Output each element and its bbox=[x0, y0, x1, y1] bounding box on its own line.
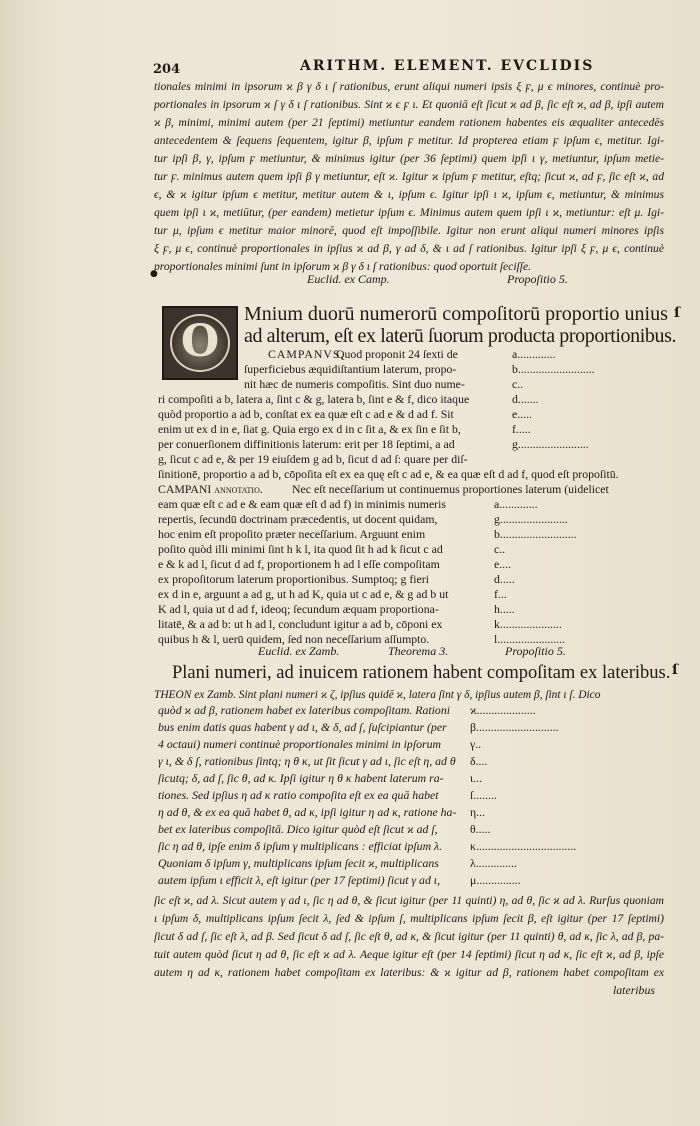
campanus-line: enim ut ex d in e, ſiat g. Quia ergo ex d in c ſit a, & ex ſin e ſit b, bbox=[158, 422, 461, 436]
annotation-line: ex propoſitorum laterum proportionibus. Sumptoq; g fieri bbox=[158, 572, 429, 586]
campanus-line: quòd proportio a ad b, conſtat ex ea quæ eſt c ad e & d ad f. Sit bbox=[158, 407, 454, 421]
annotation-line: hoc enim eſt propoſito præter neceſſarium. Arguunt enim bbox=[158, 527, 426, 541]
theon-line: η ad θ, & ex ea quā habet θ, ad κ, ipſi igitur η ad κ, ratione ha- bbox=[158, 805, 457, 819]
annotation-line: Nec eſt neceſſarium ut continuemus proportiones laterum (uidelicet bbox=[292, 482, 609, 496]
theon-line: ſic η ad θ, ipſe enim δ ipſum γ multiplicans : efficiat ipſum λ. bbox=[158, 839, 443, 853]
theon-line: γ ι, & δ ſ, rationibus ſintq; η θ κ, ut ſit ſicut γ ad ι, ſic eſt η, ad θ bbox=[158, 754, 456, 768]
diagram-line: a............. bbox=[494, 497, 538, 511]
campanus-line: ſinitionē, proportio a ad b, cōpoſita eſt ex ea quę eſt c ad e, & ea quæ eſt d ad f, quod eſt propoſitū. bbox=[158, 467, 619, 481]
text-line: tur μ, ipſum ϵ metitur maior minorē, quod eſt impoſſibile. Igitur non erunt aliqui numeri minores ipſis bbox=[154, 224, 664, 237]
theon-line: quòd ϰ ad β, rationem habet ex lateribus compoſitam. Rationi bbox=[158, 703, 450, 717]
text-line: tur ipſi β, γ, ipſum ϝ metiuntur, & minimus igitur (per 36 ſeptimi) quem ipſi ι γ, metiuntur, ipſum metie- bbox=[154, 152, 664, 165]
theon-tail-line: ſic eſt ϰ, ad λ. Sicut autem γ ad ι, ſic η ad θ, & ſicut igitur (per 11 quinti) η, ad θ, ſic ϰ ad λ. Rurſus quoniam bbox=[154, 894, 664, 907]
annotation-line: eam quæ eſt c ad e & eam quæ eſt d ad f) in minimis numeris bbox=[158, 497, 446, 511]
decorated-initial bbox=[162, 306, 238, 380]
diagram-line: c.. bbox=[512, 377, 524, 391]
diagram-line: β............................ bbox=[470, 720, 559, 734]
diagram-line: g........................ bbox=[512, 437, 589, 451]
plani-heading: Plani numeri, ad inuicem rationem habent compoſitam ex lateribus. bbox=[172, 663, 671, 683]
catchword: lateribus bbox=[613, 983, 655, 997]
theon-tail-line: ſicut δ ad ſ, ſic eſt λ, ad β. Sed ſicut δ ad ſ, ſic eſt θ, ad κ, & ſicut igitur (per 11 quinti) θ, ad κ, ſic λ, ad β, pa- bbox=[154, 930, 664, 943]
theon-tail-line: tuit autem quòd ſicut η ad θ, ſic eſt ϰ ad λ. Aeque igitur eſt (per 14 ſeptimi) ſicut η ad κ, ſic eſt ϰ, ad β, ipſe bbox=[154, 948, 664, 961]
diagram-line: f..... bbox=[512, 422, 531, 436]
diagram-line: θ..... bbox=[470, 822, 491, 836]
diagram-line: κ.................................. bbox=[470, 839, 577, 853]
theon-line: autem ipſum ι efficit λ, eſt igitur (per 17 ſeptimi) ſicut γ ad ι, bbox=[158, 873, 441, 887]
theon-tail-line: ι ipſum δ, multiplicans ipſum ſecit λ, ſed & ipſum ſ, multiplicans ipſum ſecit β, eſt igitur (per 17 ſeptimi) bbox=[154, 912, 664, 925]
text-line: tur ϝ. minimus autem quem ipſi β γ metiuntur, eſt ϰ. Igitur ϰ ipſum ϝ metitur, eſtq; ſicut ϰ, ad ϝ, ſic eſt ϰ, ad bbox=[154, 170, 664, 183]
annotation-label: CAMPANI annotatio. bbox=[158, 482, 263, 496]
text-line: quem ipſi ι ϰ, metiūtur, (per eandem) metietur ipſum ϵ. Minimus autem quem ipſi ι ϰ, metiuntur: eſt μ. Igi- bbox=[154, 206, 664, 219]
annotation-line: poſito quòd illi minimi ſint h k l, ita quod ſit h ad k ſicut c ad bbox=[158, 542, 443, 556]
diagram-line: b.......................... bbox=[512, 362, 595, 376]
diagram-line: h..... bbox=[494, 602, 515, 616]
margin-mark: ſ bbox=[674, 305, 681, 321]
prop5-enunciation-2: ad alterum, eſt ex laterū ſuorum producta proportionibus. bbox=[244, 325, 677, 347]
theon-line: bet ex lateribus compoſitā. Dico igitur quòd eſt ſicut ϰ ad ſ, bbox=[158, 822, 438, 836]
annotation-line: e & k ad l, ſicut d ad f, proportionem h ad l eſſe compoſitam bbox=[158, 557, 440, 571]
annotation-line: K ad l, quia ut d ad f, ideoq; ſecundum æquam proportiona- bbox=[158, 602, 439, 616]
diagram-line: f... bbox=[494, 587, 507, 601]
text-line: ξ ϝ, μ ϵ, continuè proportionales in ipſius ϰ ad β, γ ad δ, & ι ad ſ rationibus. Igitur ipſi ξ ϝ, μ ϵ, continuè bbox=[154, 242, 664, 255]
theon-line: ſicutq; δ, ad ſ, ſic θ, ad κ. Ipſi igitur η θ κ habent laterum ra- bbox=[158, 771, 444, 785]
diagram-line: ϰ.................... bbox=[470, 703, 536, 717]
bullet-mark: ● bbox=[150, 269, 158, 279]
theon-line: tiones. Sed ipſius η ad κ ratio compoſita eſt ex ea quā habet bbox=[158, 788, 439, 802]
campanus-line: ſuperficiebus æquidiſtantium laterum, propo- bbox=[244, 362, 457, 376]
annotation-line: repertis, ſecundū doctrinam præcedentis, ut docent quidam, bbox=[158, 512, 438, 526]
theon-line: THEON ex Zamb. Sint plani numeri ϰ ζ, ipſius quidē ϰ, latera ſint γ δ, ipſius autem β, ſint ι ſ. Dico bbox=[154, 689, 601, 701]
diagram-line: k..................... bbox=[494, 617, 562, 631]
proposition-number: Propoſitio 5. bbox=[505, 644, 566, 658]
page-number: 204 bbox=[153, 62, 181, 77]
text-line: ϵ, & ϰ igitur ipſum ϵ metitur, metitur autem & ι, ipſum ϵ. Igitur ipſi ι ϰ, ipſum ϵ, metiuntur, & minimus bbox=[154, 188, 664, 201]
theorem-source: Euclid. ex Zamb. bbox=[258, 644, 340, 658]
campanus-label: CAMPANVS. bbox=[268, 347, 345, 361]
text-line: portionales in ipsorum ϰ ſ γ δ ι ſ rationibus. Sint ϰ ϵ ϝ ι. Et quoniā eſt ſicut ϰ ad β, ſic eſt ϰ, ad β, ipſi autem bbox=[154, 98, 664, 111]
prop5-enunciation-1: Mnium duorū numerorū compoſitorū proportio unius bbox=[244, 303, 668, 325]
initial-letter: O bbox=[180, 316, 220, 367]
campanus-line: Quod proponit 24 ſexti de bbox=[336, 347, 458, 361]
theon-line: 4 octaui) numeri continuè proportionales minimi in ipſorum bbox=[158, 737, 441, 751]
campanus-line: per conuerſionem diffinitionis laterum: erit per 18 ſeptimi, a ad bbox=[158, 437, 455, 451]
prop5-source: Euclid. ex Camp. bbox=[307, 272, 390, 286]
theorem-number: Theorema 3. bbox=[388, 644, 449, 658]
annotation-line: ex d in e, arguunt a ad g, ut h ad K, quia ut c ad e, & g ad b ut bbox=[158, 587, 449, 601]
diagram-line: d....... bbox=[512, 392, 539, 406]
text-line: proportionales minimi ſunt in ipſorum ϰ β γ δ ι ſ rationibus: quod oportuit ſeciſſe. bbox=[154, 260, 532, 273]
diagram-line: e..... bbox=[512, 407, 532, 421]
annotation-line: quibus h & l, uerū quidem, ſed non neceſſarium aſſumpto. bbox=[158, 632, 430, 646]
campanus-line: nit hæc de numeris compoſitis. Sint duo nume- bbox=[244, 377, 465, 391]
running-head: ARITHM. ELEMENT. EVCLIDIS bbox=[300, 58, 595, 74]
diagram-line: ſ........ bbox=[470, 788, 497, 802]
diagram-line: l....................... bbox=[494, 632, 566, 646]
text-line: tionales minimi in ipsorum ϰ β γ δ ι ſ rationibus, erunt aliqui numeri ipsis ξ ϝ, μ ϵ minores, continuè pro- bbox=[154, 80, 664, 93]
theon-line: bus enim datis quas habent γ ad ι, & δ, ad ſ, ſuſcipiantur (per bbox=[158, 720, 447, 734]
diagram-line: d..... bbox=[494, 572, 515, 586]
text-line: antecedentem & ſequens ſequentem, igitur β, ipſum ϝ metitur. Id propterea etiam ϝ ipſum ϵ, metitur. Igi- bbox=[154, 134, 664, 147]
diagram-line: b.......................... bbox=[494, 527, 577, 541]
theon-tail-line: autem η ad κ, rationem habet compoſitam ex lateribus: & ϰ igitur ad β, rationem habet compoſitam ex bbox=[154, 966, 664, 979]
annotation-line: litatē, & a ad b: ut h ad l, concludunt igitur a ad b, cōponi ex bbox=[158, 617, 443, 631]
diagram-line: e.... bbox=[494, 557, 512, 571]
diagram-line: λ.............. bbox=[470, 856, 518, 870]
diagram-line: η... bbox=[470, 805, 486, 819]
diagram-line: g....................... bbox=[494, 512, 568, 526]
diagram-line: c.. bbox=[494, 542, 506, 556]
campanus-line: ri compoſiti a b, latera a, ſint c & g, latera b, ſint e & f, dico itaque bbox=[158, 392, 470, 406]
theon-line: Quoniam δ ipſum γ, multiplicans ipſum ſecit ϰ, multiplicans bbox=[158, 856, 439, 870]
diagram-line: γ.. bbox=[470, 737, 482, 751]
margin-mark: ſ bbox=[672, 662, 679, 678]
diagram-line: a............. bbox=[512, 347, 556, 361]
diagram-line: ι... bbox=[470, 771, 483, 785]
diagram-line: μ............... bbox=[470, 873, 521, 887]
campanus-line: g, ſicut c ad e, & per 19 eiuſdem g ad b, ſicut d ad ſ: quare per diſ- bbox=[158, 452, 468, 466]
diagram-line: δ.... bbox=[470, 754, 488, 768]
text-line: ϰ β, minimi, minimi autem (per 21 ſeptimi) metiuntur eandem rationem habentes eis æqualiter antecedēs bbox=[154, 116, 664, 129]
prop5-number: Propoſitio 5. bbox=[507, 272, 568, 286]
